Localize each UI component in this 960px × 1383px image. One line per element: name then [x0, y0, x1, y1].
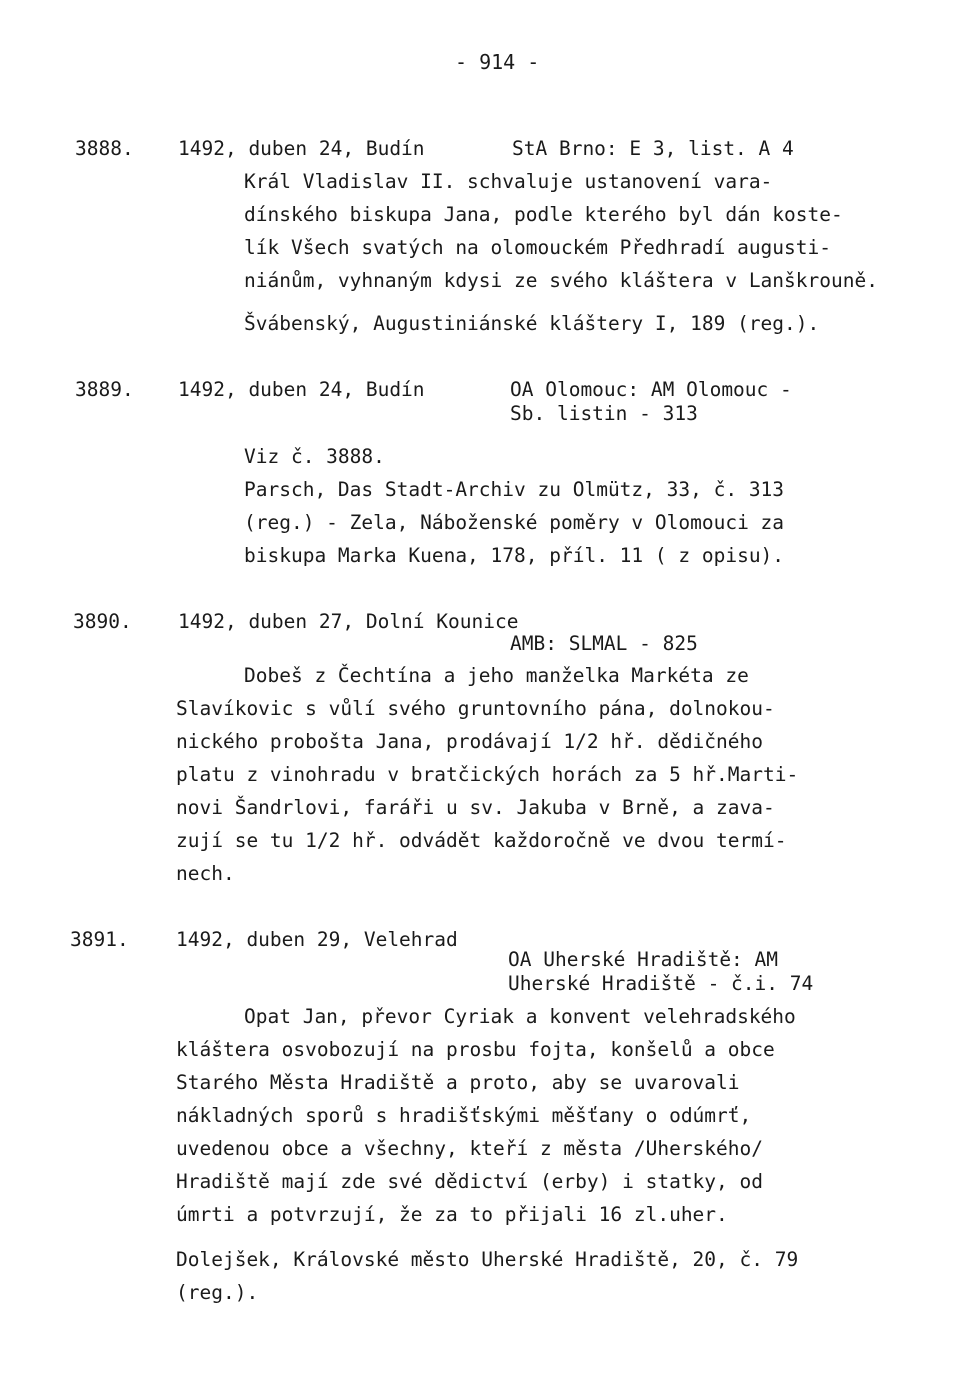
entry-body-line: dínského biskupa Jana, podle kterého byl dán koste-	[244, 203, 843, 226]
entry-body-line: nákladných sporů s hradišťskými měšťany o odúmrť,	[176, 1104, 752, 1127]
entry-body-line: Král Vladislav II. schvaluje ustanovení vara-	[244, 170, 773, 193]
entry-body-line: lík Všech svatých na olomouckém Předhradí augusti-	[244, 236, 831, 259]
entry-number: 3888.	[75, 137, 134, 160]
entry-number: 3890.	[73, 610, 132, 633]
entry-archive-line: OA Olomouc: AM Olomouc -	[510, 378, 792, 401]
entry-number: 3891.	[70, 928, 129, 951]
entry-body-line: nického proboštа Jana, prodávají 1/2 hř. dědičného	[176, 730, 763, 753]
entry-number: 3889.	[75, 378, 134, 401]
entry-literature-line: Parsch, Das Stadt-Archiv zu Olmütz, 33, č. 313	[244, 478, 785, 501]
entry-body-line: Starého Města Hradiště a proto, aby se uvarovali	[176, 1071, 740, 1094]
entry-literature-line: (reg.) - Zela, Náboženské poměry v Olomouci za	[244, 511, 785, 534]
entry-body-line: úmrti a potvrzují, že za to přijali 16 zl.uher.	[176, 1203, 728, 1226]
entry-body-line: niánům, vyhnaným kdysi ze svého kláštera v Lanškrouně.	[244, 269, 878, 292]
entry-body-line: Hradiště mají zde své dědictví (erby) i statky, od	[176, 1170, 763, 1193]
entry-archive-line: OA Uherské Hradiště: AM	[508, 948, 779, 971]
entry-literature-line: Viz č. 3888.	[244, 445, 385, 468]
entry-archive-line: Sb. listin - 313	[510, 402, 698, 425]
entry-body-line: kláštera osvobozují na prosbu fojta, konšelů a obce	[176, 1038, 775, 1061]
entry-date-place: 1492, duben 29, Velehrad	[176, 928, 458, 951]
entry-archive-line: StA Brno: E 3, list. A 4	[512, 137, 794, 160]
entry-body-line: Dobeš z Čechtína a jeho manželka Markéta ze	[244, 664, 749, 687]
entry-body-line: platu z vinohradu v bratčických horách za 5 hř.Marti-	[176, 763, 799, 786]
entry-body-line: Slavíkovic s vůlí svého gruntovního pána, dolnokou-	[176, 697, 775, 720]
entry-date-place: 1492, duben 27, Dolní Kounice	[178, 610, 519, 633]
entry-literature-line: biskupa Marka Kuena, 178, příl. 11 ( z opisu).	[244, 544, 785, 567]
entry-body-line: novi Šandrlovi, faráři u sv. Jakuba v Brně, a zava-	[176, 796, 775, 819]
entry-body-line: Opat Jan, převor Cyriak a konvent velehradského	[244, 1005, 796, 1028]
entry-body-line: uvedenou obce a všechny, kteří z města /Uherského/	[176, 1137, 763, 1160]
page-number: - 914 -	[455, 50, 540, 74]
entry-body-line: zují se tu 1/2 hř. odvádět každoročně ve dvou termí-	[176, 829, 787, 852]
entry-body-line: nech.	[176, 862, 235, 885]
entry-archive-line: AMB: SLMAL - 825	[510, 632, 698, 655]
entry-literature-line: Dolejšek, Královské město Uherské Hradiště, 20, č. 79	[176, 1248, 799, 1271]
entry-literature-line: Švábenský, Augustiniánské kláštery I, 189 (reg.).	[244, 312, 820, 335]
entry-archive-line: Uherské Hradiště - č.i. 74	[508, 972, 814, 995]
entry-literature-line: (reg.).	[176, 1281, 259, 1304]
entry-date-place: 1492, duben 24, Budín	[178, 137, 425, 160]
entry-date-place: 1492, duben 24, Budín	[178, 378, 425, 401]
